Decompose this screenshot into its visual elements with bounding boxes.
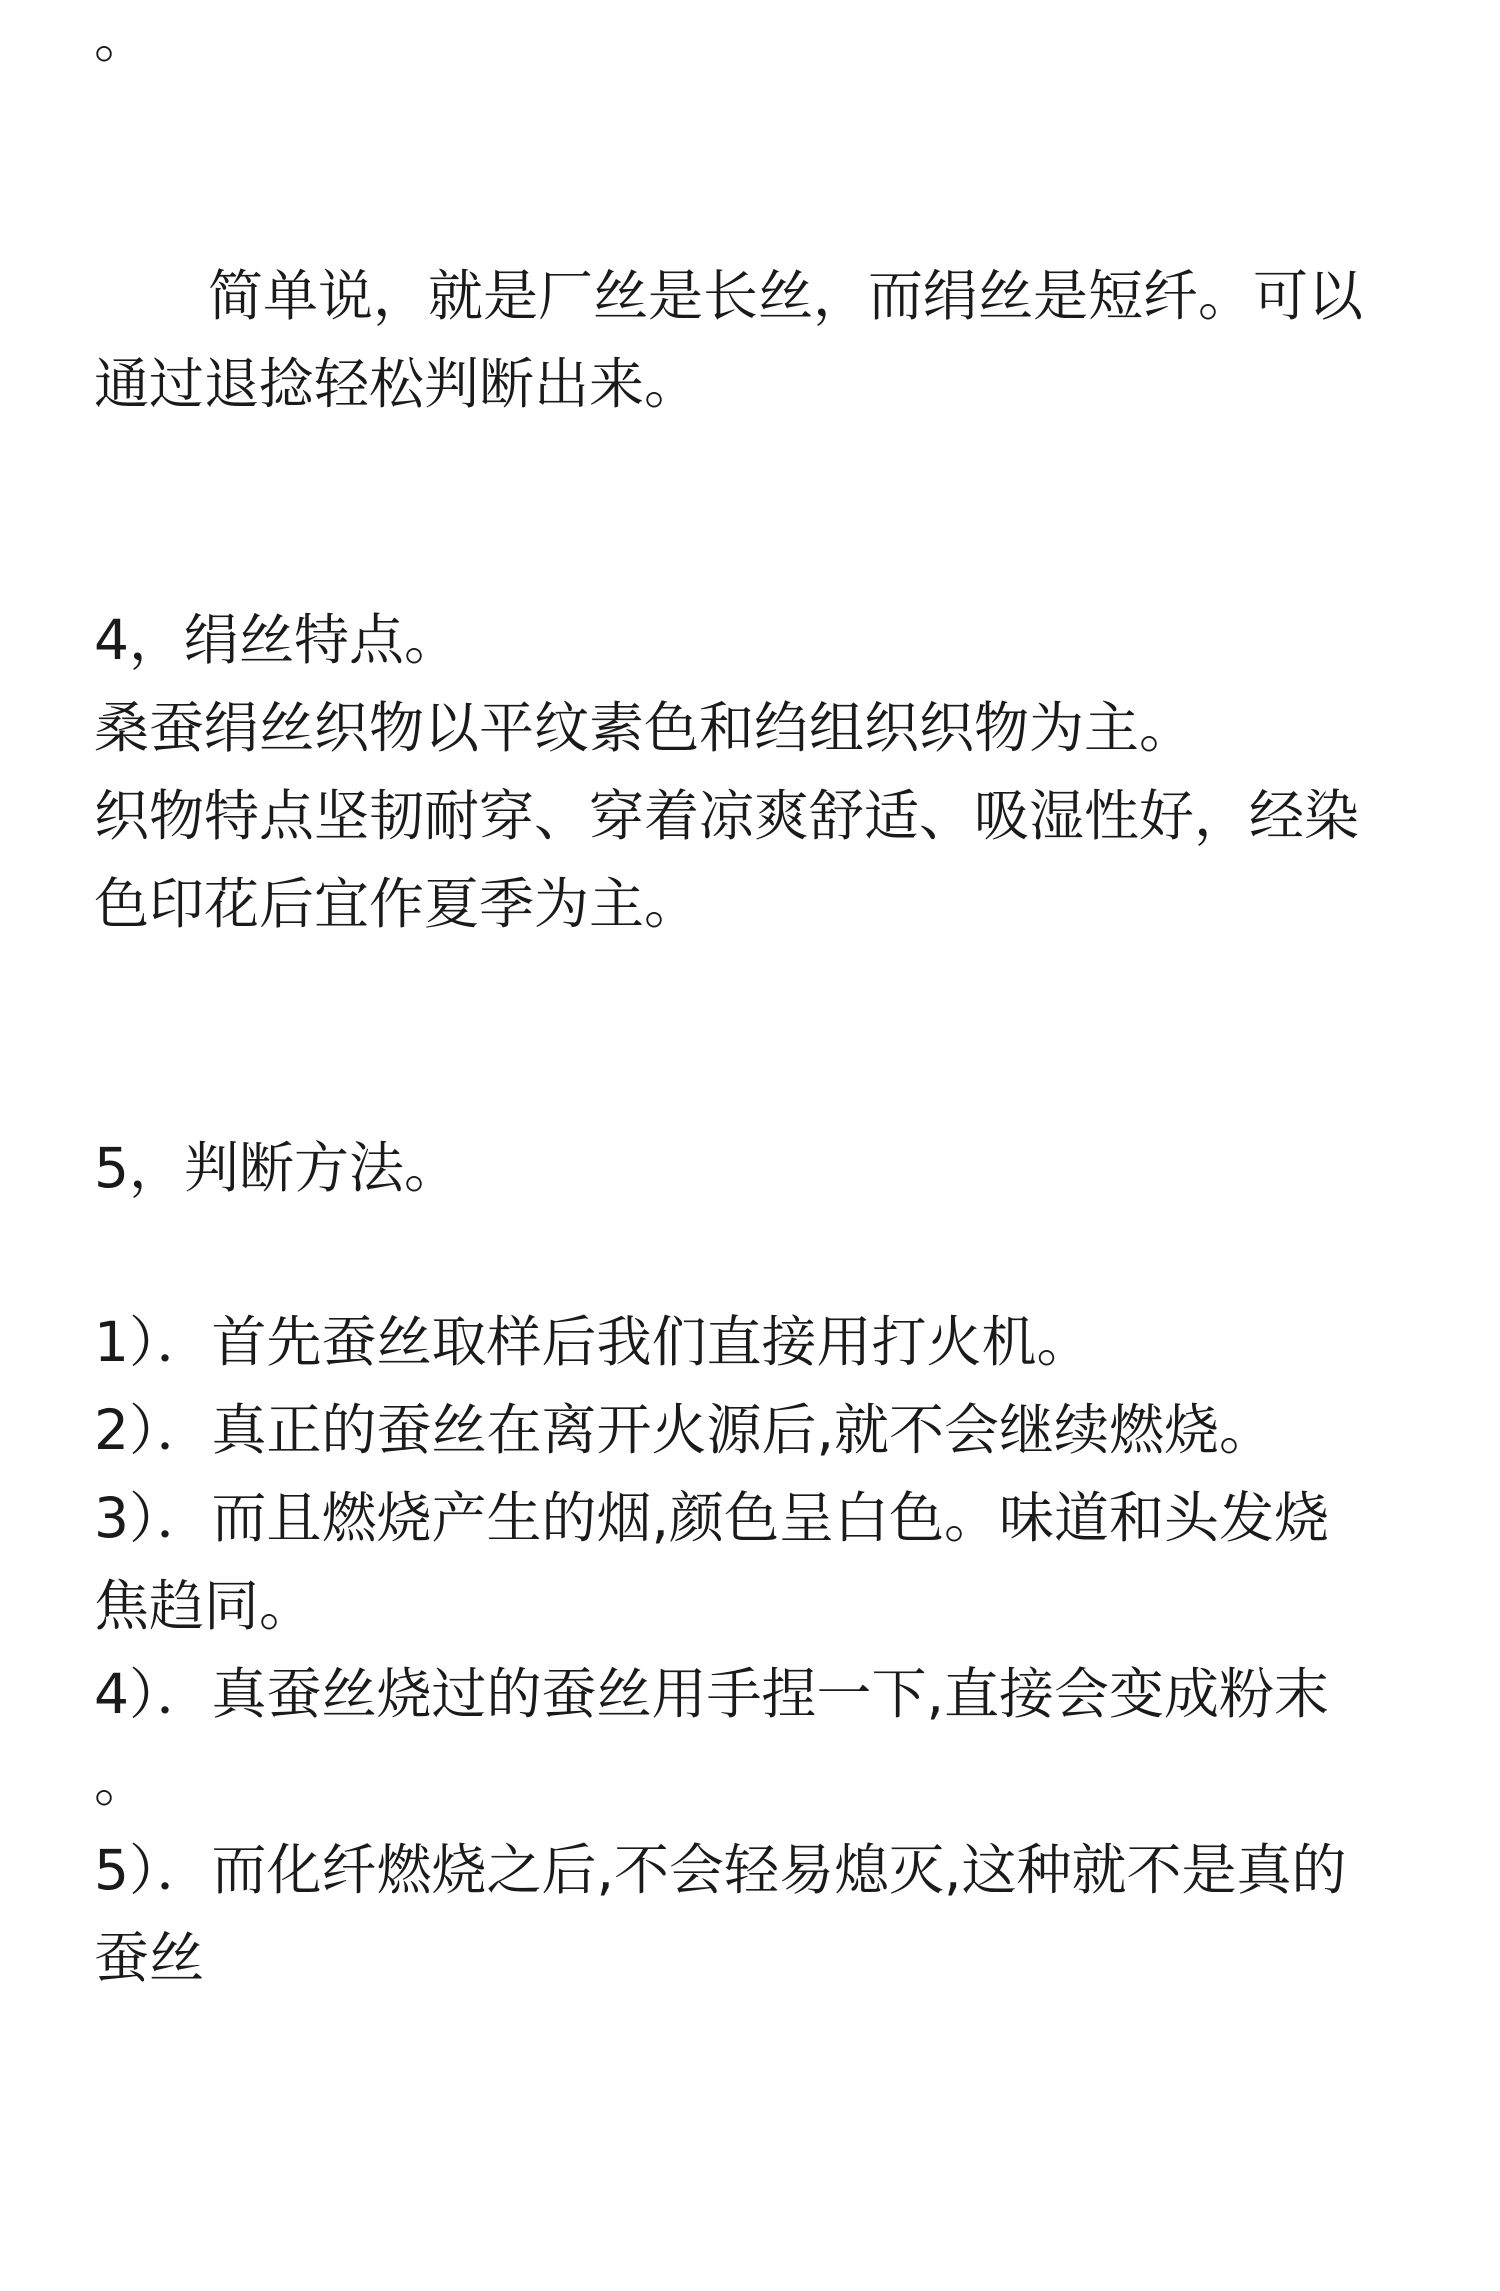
text-line: 蚕丝 xyxy=(94,1926,205,1990)
list-item: 1）．首先蚕丝取样后我们直接用打火机。 xyxy=(94,1310,1092,1374)
list-item: 5）．而化纤燃烧之后,不会轻易熄灭,这种就不是真的 xyxy=(94,1838,1347,1902)
text-line: 。 xyxy=(94,1750,150,1814)
text-line: 桑蚕绢丝织物以平纹素色和绉组织织物为主。 xyxy=(94,696,1195,760)
list-item: 2）．真正的蚕丝在离开火源后,就不会继续燃烧。 xyxy=(94,1398,1274,1462)
text-line: 。 xyxy=(94,6,150,70)
section-heading: 4，绢丝特点。 xyxy=(94,608,459,672)
text-line: 色印花后宜作夏季为主。 xyxy=(94,872,700,936)
text-line: 通过退捻轻松判断出来。 xyxy=(94,352,700,416)
list-item: 4）．真蚕丝烧过的蚕丝用手捏一下,直接会变成粉末 xyxy=(94,1662,1329,1726)
text-line: 织物特点坚韧耐穿、穿着凉爽舒适、吸湿性好，经染 xyxy=(94,784,1360,848)
section-heading: 5，判断方法。 xyxy=(94,1136,459,1200)
text-line: 简单说，就是厂丝是长丝，而绢丝是短纤。可以 xyxy=(208,264,1364,328)
text-line: 焦趋同。 xyxy=(94,1574,315,1638)
list-item: 3）．而且燃烧产生的烟,颜色呈白色。味道和头发烧 xyxy=(94,1486,1329,1550)
